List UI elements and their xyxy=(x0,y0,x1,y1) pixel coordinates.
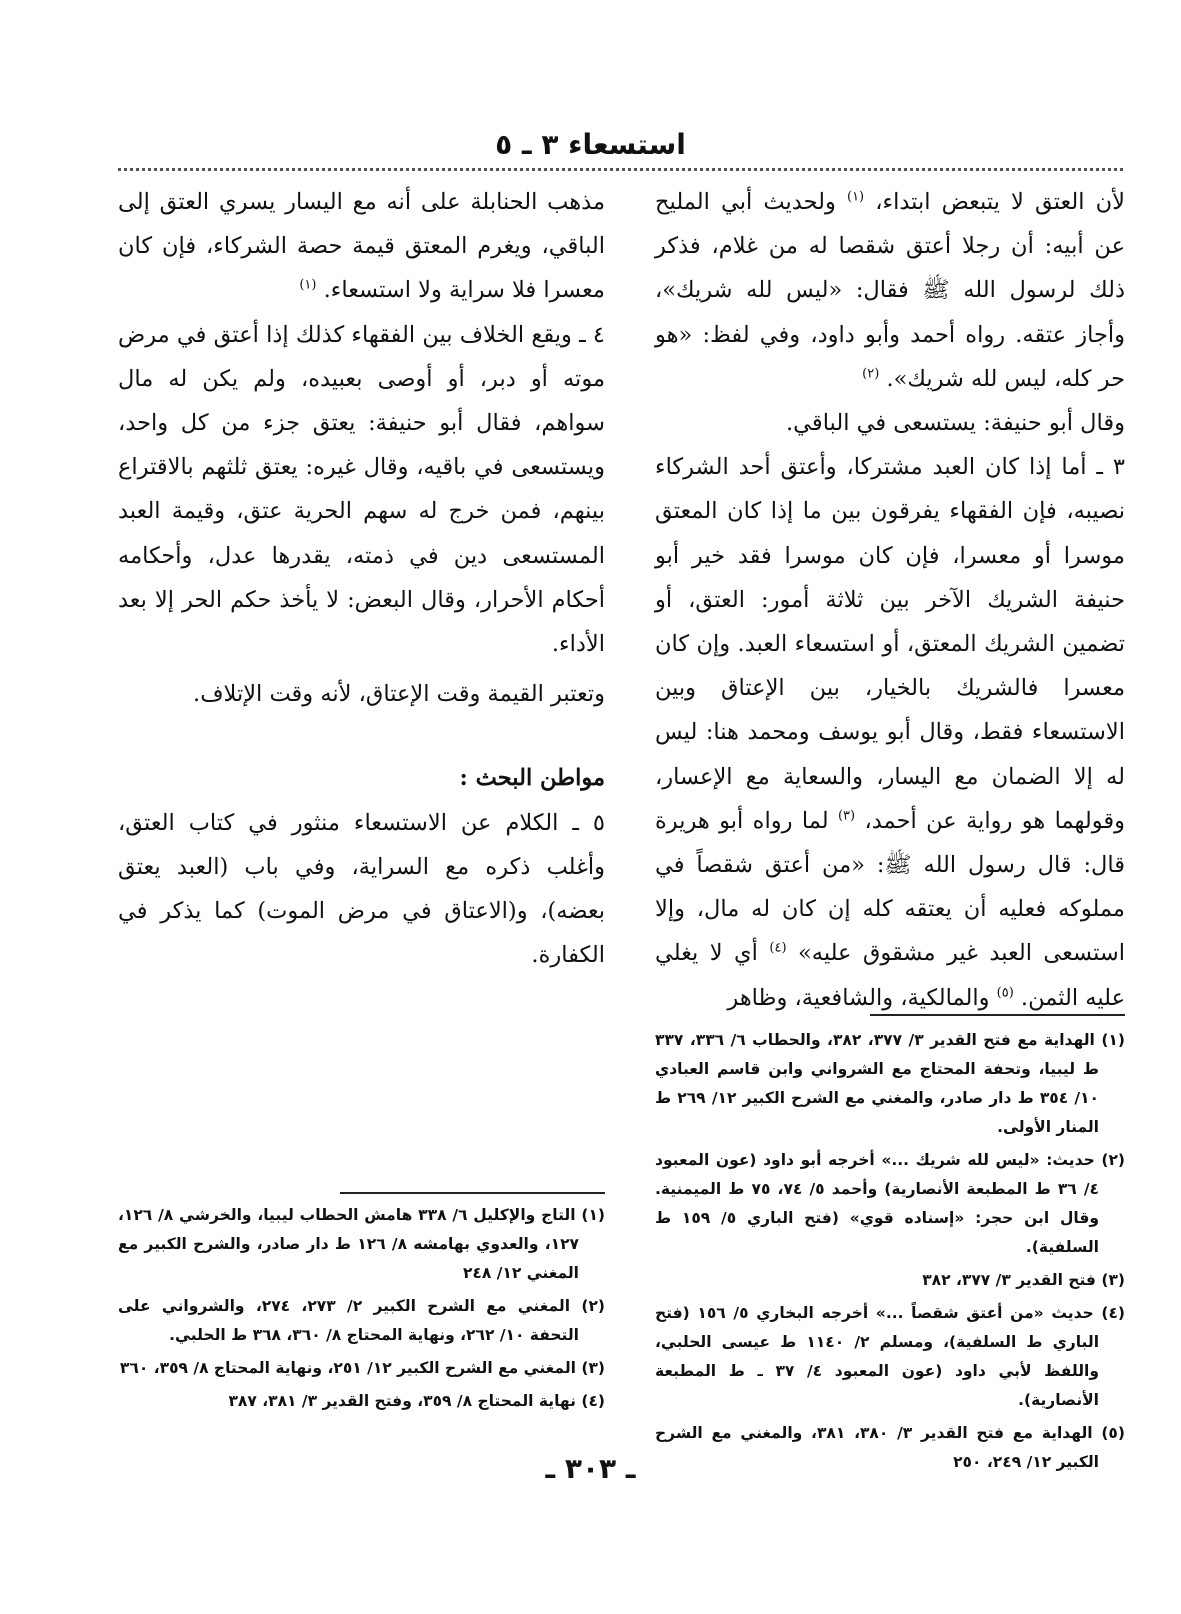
footnote-left-2: (٢) المغني مع الشرح الكبير ٢/ ٢٧٣، ٢٧٤، والشرواني على التحفة ١٠/ ٢٦٢، ونهاية المحتاج ٨/ ٣٦٠، ٣٦٨ ط الحلبي. xyxy=(118,1297,605,1344)
section-heading: مواطن البحث : xyxy=(459,765,605,792)
footnote-right-2: (٢) حديث: «ليس لله شريك ...» أخرجه أبو داود (عون المعبود ٤/ ٣٦ ط المطبعة الأنصارية) وأحمد ٥/ ٧٤، ٧٥ ط الميمنية. وقال ابن حجر: «إسناده قوي» (فتح الباري ٥/ ١٥٩ ط السلفية). xyxy=(655,1151,1125,1256)
footnote-right-3: (٣) فتح القدير ٣/ ٣٧٧، ٣٨٢ xyxy=(922,1271,1125,1289)
footnote-separator-left xyxy=(340,1192,605,1194)
page-number: ـ ٣٠٣ ـ xyxy=(545,1452,636,1485)
left-paragraph-2: ٤ ـ ويقع الخلاف بين الفقهاء كذلك إذا أعتق في مرض موته أو دبر، أو أوصى بعبيده، ولم يكن له مال سواهم، فقال أبو حنيفة: يعتق جزء من كل واحد، ويستسعى في باقيه، وقال غيره: يعتق ثلثهم بالاقتراع بينهم، فمن خرج له سهم الحرية عتق، وقيمة العبد المستسعى دين في ذمته، يقدرها عدل، وأحكامه أحكام الأحرار، وقال البعض: لا يأخذ حكم الحر إلا بعد الأداء. xyxy=(118,321,605,658)
page-header-title: استسعاء ٣ ـ ٥ xyxy=(495,128,686,161)
footnote-right-5: (٥) الهداية مع فتح القدير ٣/ ٣٨٠، ٣٨١، والمغني مع الشرح الكبير ١٢/ ٢٤٩، ٢٥٠ xyxy=(655,1424,1125,1471)
right-paragraph-1: لأن العتق لا يتبعض ابتداء، $^{(١)}$ ولحديث أبي المليح عن أبيه: أن رجلا أعتق شقصا له من غلام، فذكر ذلك لرسول الله ﷺ فقال: «ليس لله شريك»، وأجاز عتقه. رواه أحمد وأبو داود، وفي لفظ: «هو حر كله، ليس لله شريك». $^{(٢)}$ xyxy=(655,189,1125,392)
right-column xyxy=(655,180,1125,1020)
footnote-left-4: (٤) نهاية المحتاج ٨/ ٣٥٩، وفتح القدير ٣/ ٣٨١، ٣٨٧ xyxy=(228,1392,605,1410)
footnote-right-4: (٤) حديث «من أعتق شقصاً ...» أخرجه البخاري ٥/ ١٥٦ (فتح الباري ط السلفية)، ومسلم ٢/ ١١٤٠ ط عيسى الحلبي، واللفظ لأبي داود (عون المعبود ٤/ ٣٧ ـ ط المطبعة الأنصارية). xyxy=(655,1304,1126,1409)
right-paragraph-3: ٣ ـ أما إذا كان العبد مشتركا، وأعتق أحد الشركاء نصيبه، فإن الفقهاء يفرقون بين ما إذا كان المعتق موسرا أو معسرا، فإن كان موسرا فقد خير أبو حنيفة الشريك الآخر بين ثلاثة أمور: العتق، أو تضمين الشريك المعتق، أو استسعاء العبد. وإن كان معسرا فالشريك بالخيار، بين الإعتاق وبين الاستسعاء فقط، وقال أبو يوسف ومحمد هنا: ليس له إلا الضمان مع اليسار، والسعاية مع الإعسار، وقولهما هو رواية عن أحمد، $^{(٣)}$ لما رواه أبو هريرة قال: قال رسول الله ﷺ: «من أعتق شقصاً في مملوكه فعليه أن يعتقه كله إن كان له مال، وإلا استسعى العبد غير مشقوق عليه» $^{(٤)}$ أي لا يغلي عليه الثمن. $^{(٥)}$ والمالكية، والشافعية، وظاهر xyxy=(655,454,1125,1011)
footnotes-right xyxy=(655,1026,1125,1481)
section-paragraph: ٥ ـ الكلام عن الاستسعاء منثور في كتاب العتق، وأغلب ذكره مع السراية، وفي باب (العبد يعتق بعضه)، و(الاعتاق في مرض الموت) كما يذكر في الكفارة. xyxy=(118,809,605,969)
left-paragraph-1: مذهب الحنابلة على أنه مع اليسار يسري العتق إلى الباقي، ويغرم المعتق قيمة حصة الشركاء، فإن كان معسرا فلا سراية ولا استسعاء. $^{(١)}$ xyxy=(118,189,605,304)
footnotes-left xyxy=(118,1201,605,1420)
footnote-left-1: (١) التاج والإكليل ٦/ ٣٣٨ هامش الحطاب ليبيا، والخرشي ٨/ ١٢٦، ١٢٧، والعدوي بهامشه ٨/ ١٢٦ ط دار صادر، والشرح الكبير مع المغني ١٢/ ٢٤٨ xyxy=(118,1206,605,1282)
footnote-separator-right xyxy=(870,1014,1125,1016)
header-dotted-rule xyxy=(118,168,1123,171)
footnote-left-3: (٣) المغني مع الشرح الكبير ١٢/ ٢٥١، ونهاية المحتاج ٨/ ٣٥٩، ٣٦٠ xyxy=(119,1359,605,1377)
left-paragraph-3: وتعتبر القيمة وقت الإعتاق، لأنه وقت الإتلاف. xyxy=(193,681,605,708)
left-column xyxy=(118,180,605,977)
footnote-right-1: (١) الهداية مع فتح القدير ٣/ ٣٧٧، ٣٨٢، والحطاب ٦/ ٣٣٦، ٣٣٧ ط ليبيا، وتحفة المحتاج مع الشرواني وابن قاسم العبادي ١٠/ ٣٥٤ ط دار صادر، والمغني مع الشرح الكبير ١٢/ ٢٦٩ ط المنار الأولى. xyxy=(655,1031,1125,1136)
right-paragraph-2: وقال أبو حنيفة: يستسعى في الباقي. xyxy=(786,410,1125,437)
